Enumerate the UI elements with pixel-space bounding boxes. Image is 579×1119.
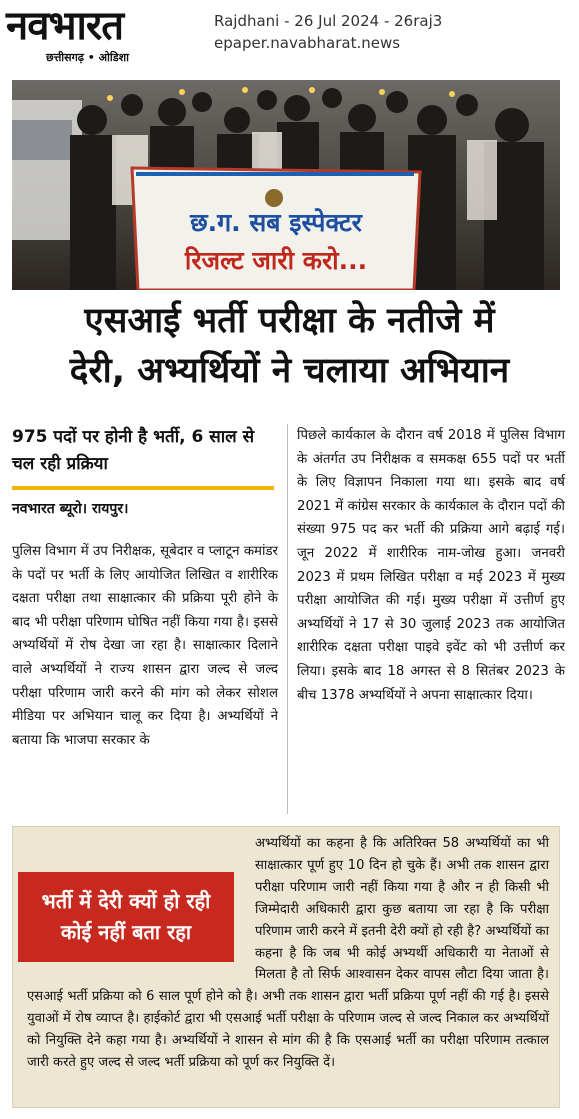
masthead (0, 0, 579, 72)
edition-line: Rajdhani - 26 Jul 2024 - 26raj3 (214, 12, 443, 30)
protest-photo-illustration (12, 80, 560, 290)
article-body-col1: पुलिस विभाग में उप निरीक्षक, सूबेदार व प्लाटून कमांडर के पदों पर भर्ती के लिए आयोजित लिखित व शारीरिक दक्षता परीक्षा तथा साक्षात्कार की प्रक्रिया पूरी होने के बाद भी परीक्षा परिणाम घोषित नहीं किया गया है। इससे अभ्यर्थियों में रोष देखा जा रहा है। साक्षात्कार दिलाने वाले अभ्यर्थियों ने राज्य शासन द्वारा जल्द से जल्द परीक्षा परिणाम जारी करने की मांग को लेकर सोशल मीडिया पर अभियान चालू कर दिया है। अभ्यर्थियों ने बताया कि भाजपा सरकार के (12, 544, 278, 748)
accent-rule (12, 486, 274, 490)
headline-line-2: देरी, अभ्यर्थियों ने चलाया अभियान (69, 351, 510, 391)
sidebar-box (12, 826, 560, 1108)
sidebar-box-text: अभ्यर्थियों का कहना है कि अतिरिक्त 58 अभ्यर्थियों का भी साक्षात्कार पूर्ण हुए 10 दिन हो चुके हैं। अभी तक शासन द्वारा परीक्षा परिणाम जारी नहीं किया गया है और न ही किसी भी जिम्मेदारी अधिकारी द्वारा कुछ बताया जा रहा है कि परीक्षा परिणाम जारी करने में इतनी देरी क्यों हो रही है? अभ्यर्थियों का कहना है कि जब भी कोई अभ्यर्थी अधिकारी या नेताओं से मिलता है तो सिर्फ आश्वासन देकर वापस लौटा दिया जाता है। एसआई भर्ती प्रक्रिया को 6 साल पूर्ण होने को है। अभी तक शासन द्वारा भर्ती प्रक्रिया पूर्ण नहीं की गई है। इससे युवाओं में रोष व्याप्त है। हाईकोर्ट द्वारा भी एसआई भर्ती परीक्षा के परिणाम जल्द से जल्द निकाल कर अभ्यर्थियों को नियुक्ति देने कहा गया है। अभ्यर्थियों ने शासन से मांग की है कि एसआई भर्ती का परीक्षा परिणाम तत्काल जारी करते हुए जल्द से जल्द भर्ती प्रक्रिया को पूर्ण कर नियुक्ति दें। (27, 836, 549, 1071)
article-headline (0, 296, 579, 396)
protest-photo (12, 80, 560, 290)
logo-regions: छत्तीसगढ़ • ओडिशा (46, 51, 129, 64)
newspaper-logo: नवभारत (6, 3, 124, 49)
article-column-left (12, 424, 278, 752)
headline-line-1: एसआई भर्ती परीक्षा के नतीजे में (84, 301, 495, 341)
callout-box (18, 872, 234, 962)
article-byline: नवभारत ब्यूरो। रायपुर। (12, 501, 129, 517)
callout-line-2: कोई नहीं बता रहा (60, 920, 192, 944)
article-subhead: 975 पदों पर होनी है भर्ती, 6 साल से चल रही प्रक्रिया (12, 427, 255, 474)
website-link[interactable]: epaper.navabharat.news (214, 34, 401, 52)
edition-info (214, 10, 442, 54)
callout-line-1: भर्ती में देरी क्यों हो रही (41, 889, 211, 913)
banner-line-2: रिजल्ट जारी करो... (184, 246, 368, 275)
column-divider (287, 424, 288, 814)
protest-banner (132, 168, 420, 290)
article-body-col2: पिछले कार्यकाल के दौरान वर्ष 2018 में पुलिस विभाग के अंतर्गत उप निरीक्षक व समकक्ष 655 पदों पर भर्ती के लिए विज्ञापन निकाला गया था। इसके बाद वर्ष 2021 में कांग्रेस सरकार के कार्यकाल के दौरान पदों की संख्या 975 पद कर भर्ती की प्रक्रिया आगे बढ़ाई गई। जून 2022 में शारीरिक नाम-जोख हुआ। जनवरी 2023 में प्रथम लिखित परीक्षा व मई 2023 में मुख्य परीक्षा आयोजित की गई। मुख्य परीक्षा में उत्तीर्ण हुए अभ्यर्थियों ने 17 से 30 जुलाई 2023 तक आयोजित शारीरिक दक्षता परीक्षा पाइवे इवेंट को भी उत्तीर्ण कर लिया। इसके बाद 18 अगस्त से 8 सितंबर 2023 के बीच 1378 अभ्यर्थियों ने अपना साक्षात्कार दिया। (297, 428, 565, 703)
banner-line-1: छ.ग. सब इस्पेक्टर (190, 208, 362, 237)
article-column-right (297, 424, 565, 707)
